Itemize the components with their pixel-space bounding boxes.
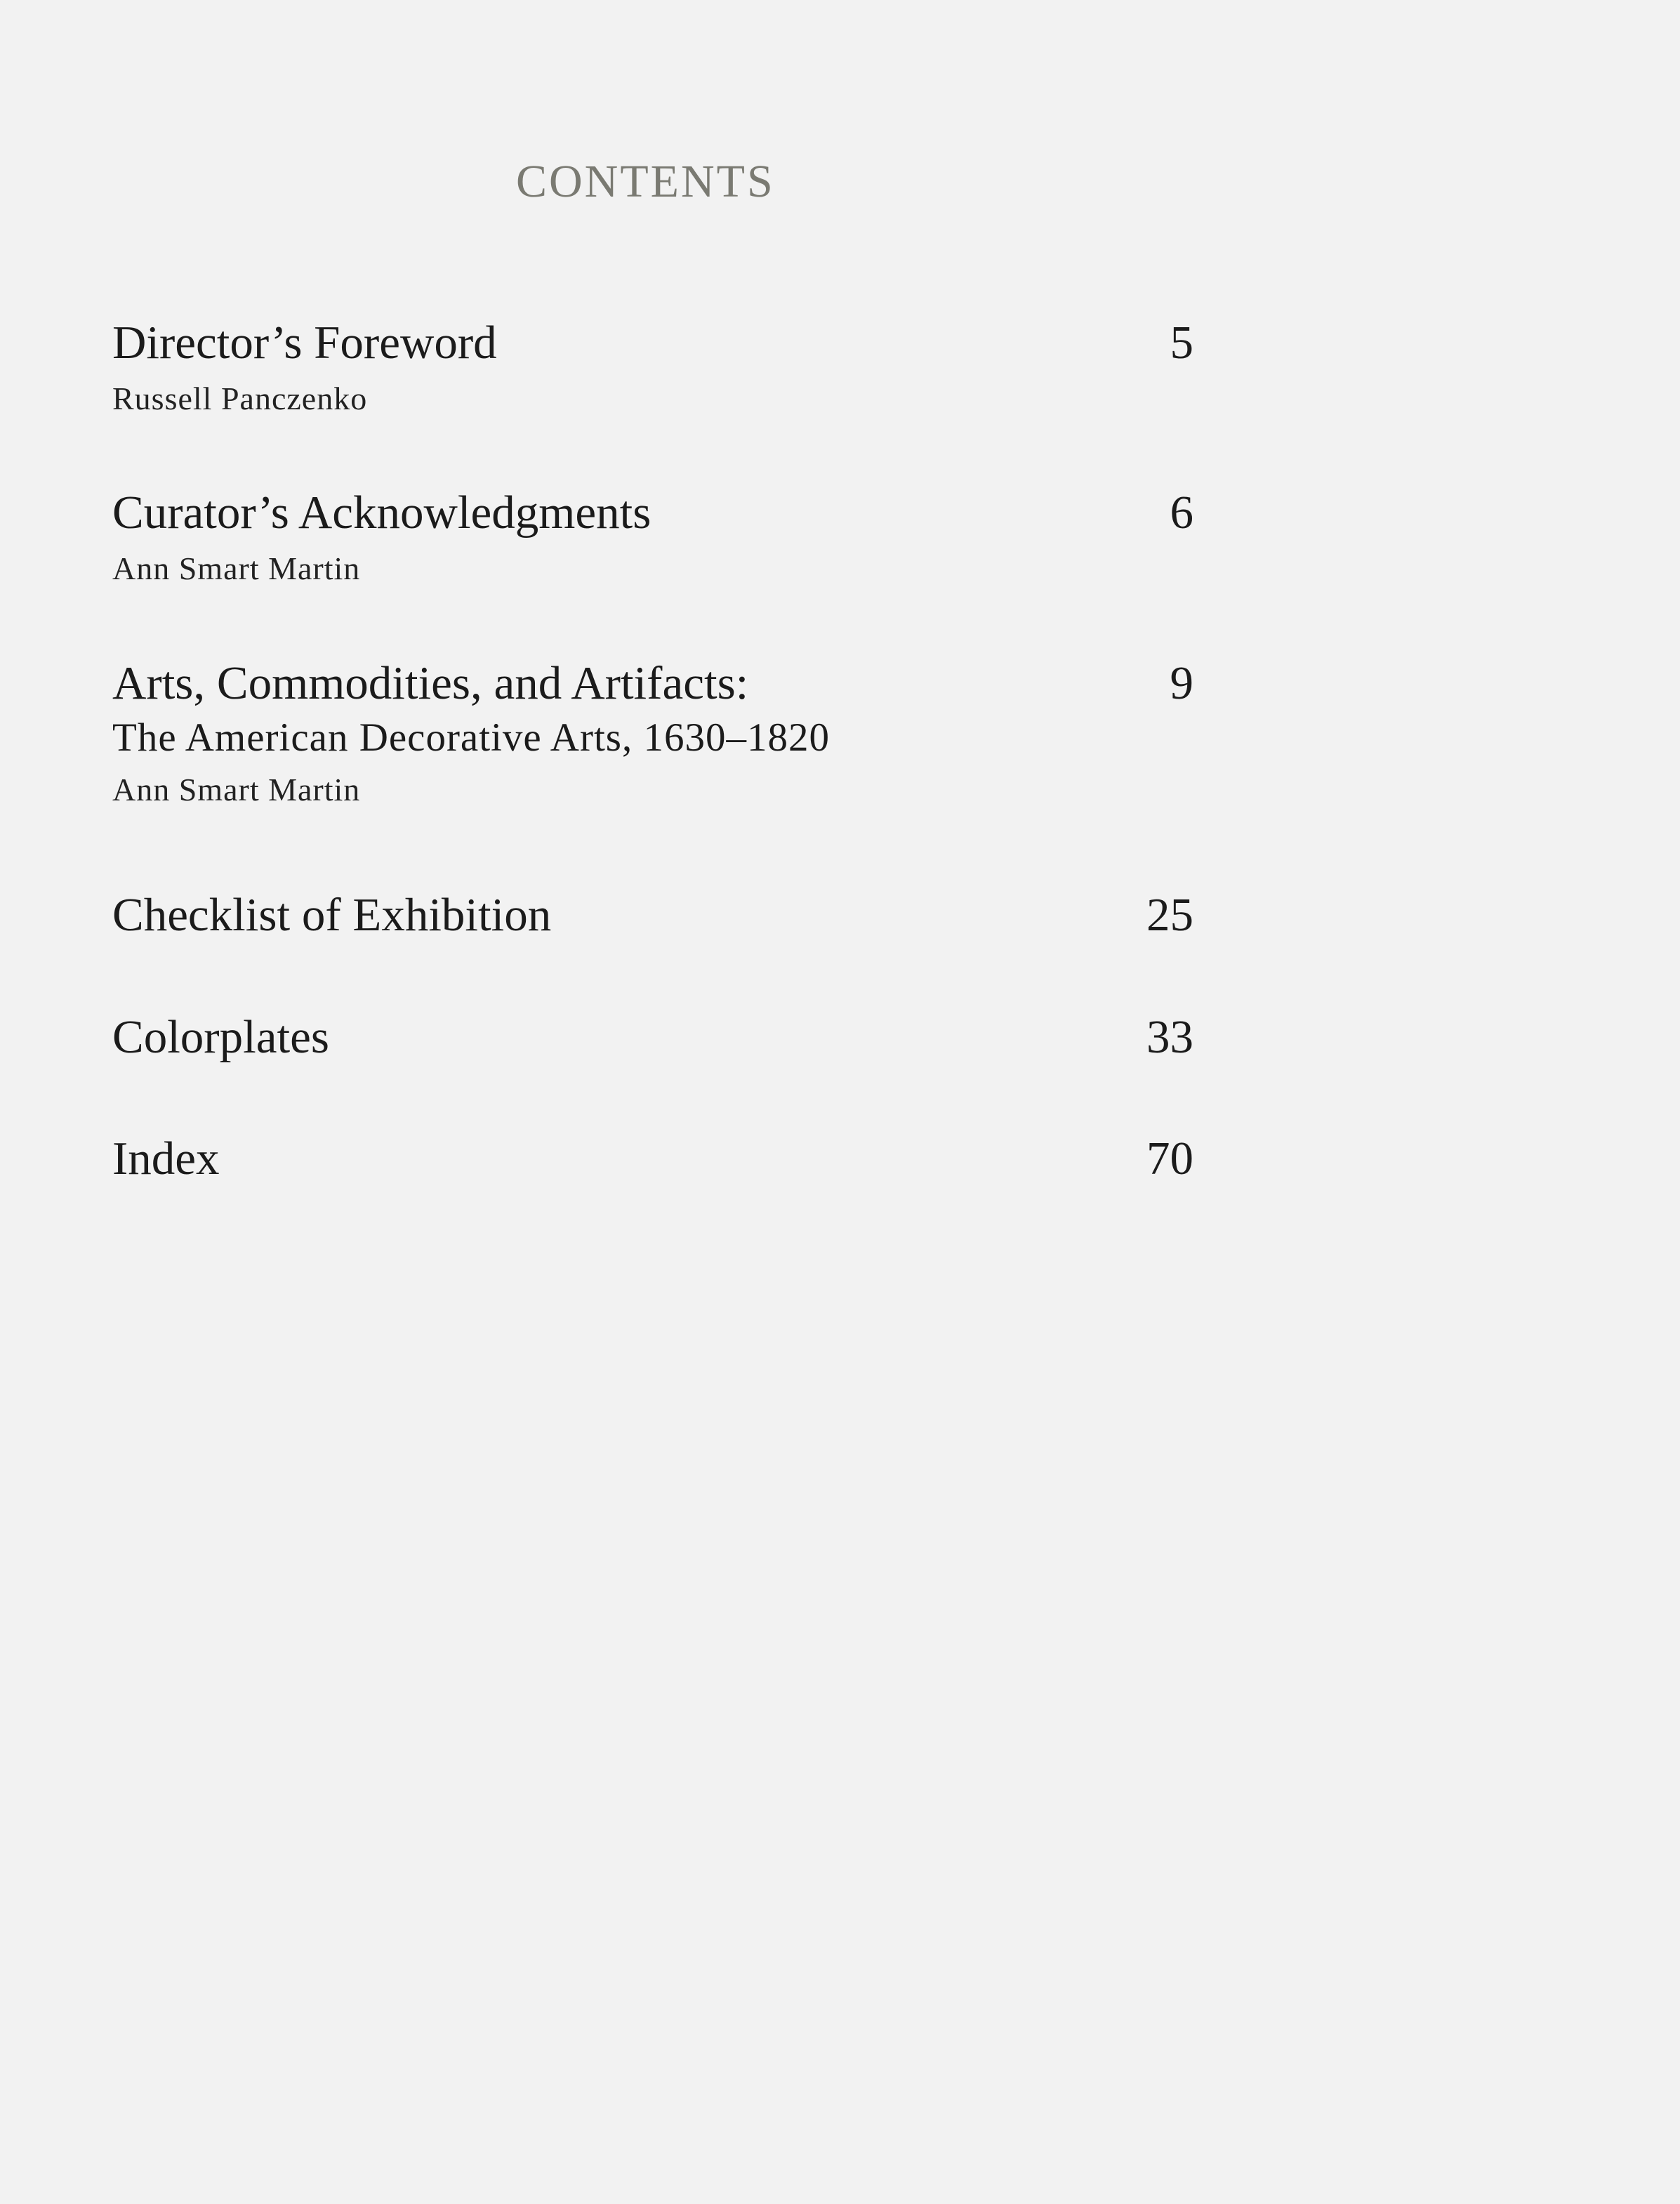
- entry-title: Colorplates: [112, 1011, 329, 1063]
- entry-author: Ann Smart Martin: [112, 772, 361, 807]
- entry-page-number: 5: [1170, 317, 1193, 369]
- page-title: CONTENTS: [516, 156, 775, 207]
- entry-subtitle: The American Decorative Arts, 1630–1820: [112, 715, 830, 760]
- entry-title: Index: [112, 1133, 220, 1185]
- entry-page-number: 6: [1170, 487, 1193, 539]
- entry-page-number: 70: [1146, 1133, 1193, 1185]
- entry-author: Ann Smart Martin: [112, 550, 361, 586]
- entry-title: Director’s Foreword: [112, 317, 497, 369]
- entry-page-number: 9: [1170, 657, 1193, 709]
- entry-page-number: 25: [1146, 889, 1193, 941]
- entry-title: Checklist of Exhibition: [112, 889, 552, 941]
- entry-author: Russell Panczenko: [112, 381, 368, 416]
- entry-title: Curator’s Acknowledgments: [112, 487, 652, 539]
- entry-page-number: 33: [1146, 1011, 1193, 1063]
- entry-title: Arts, Commodities, and Artifacts:: [112, 657, 749, 709]
